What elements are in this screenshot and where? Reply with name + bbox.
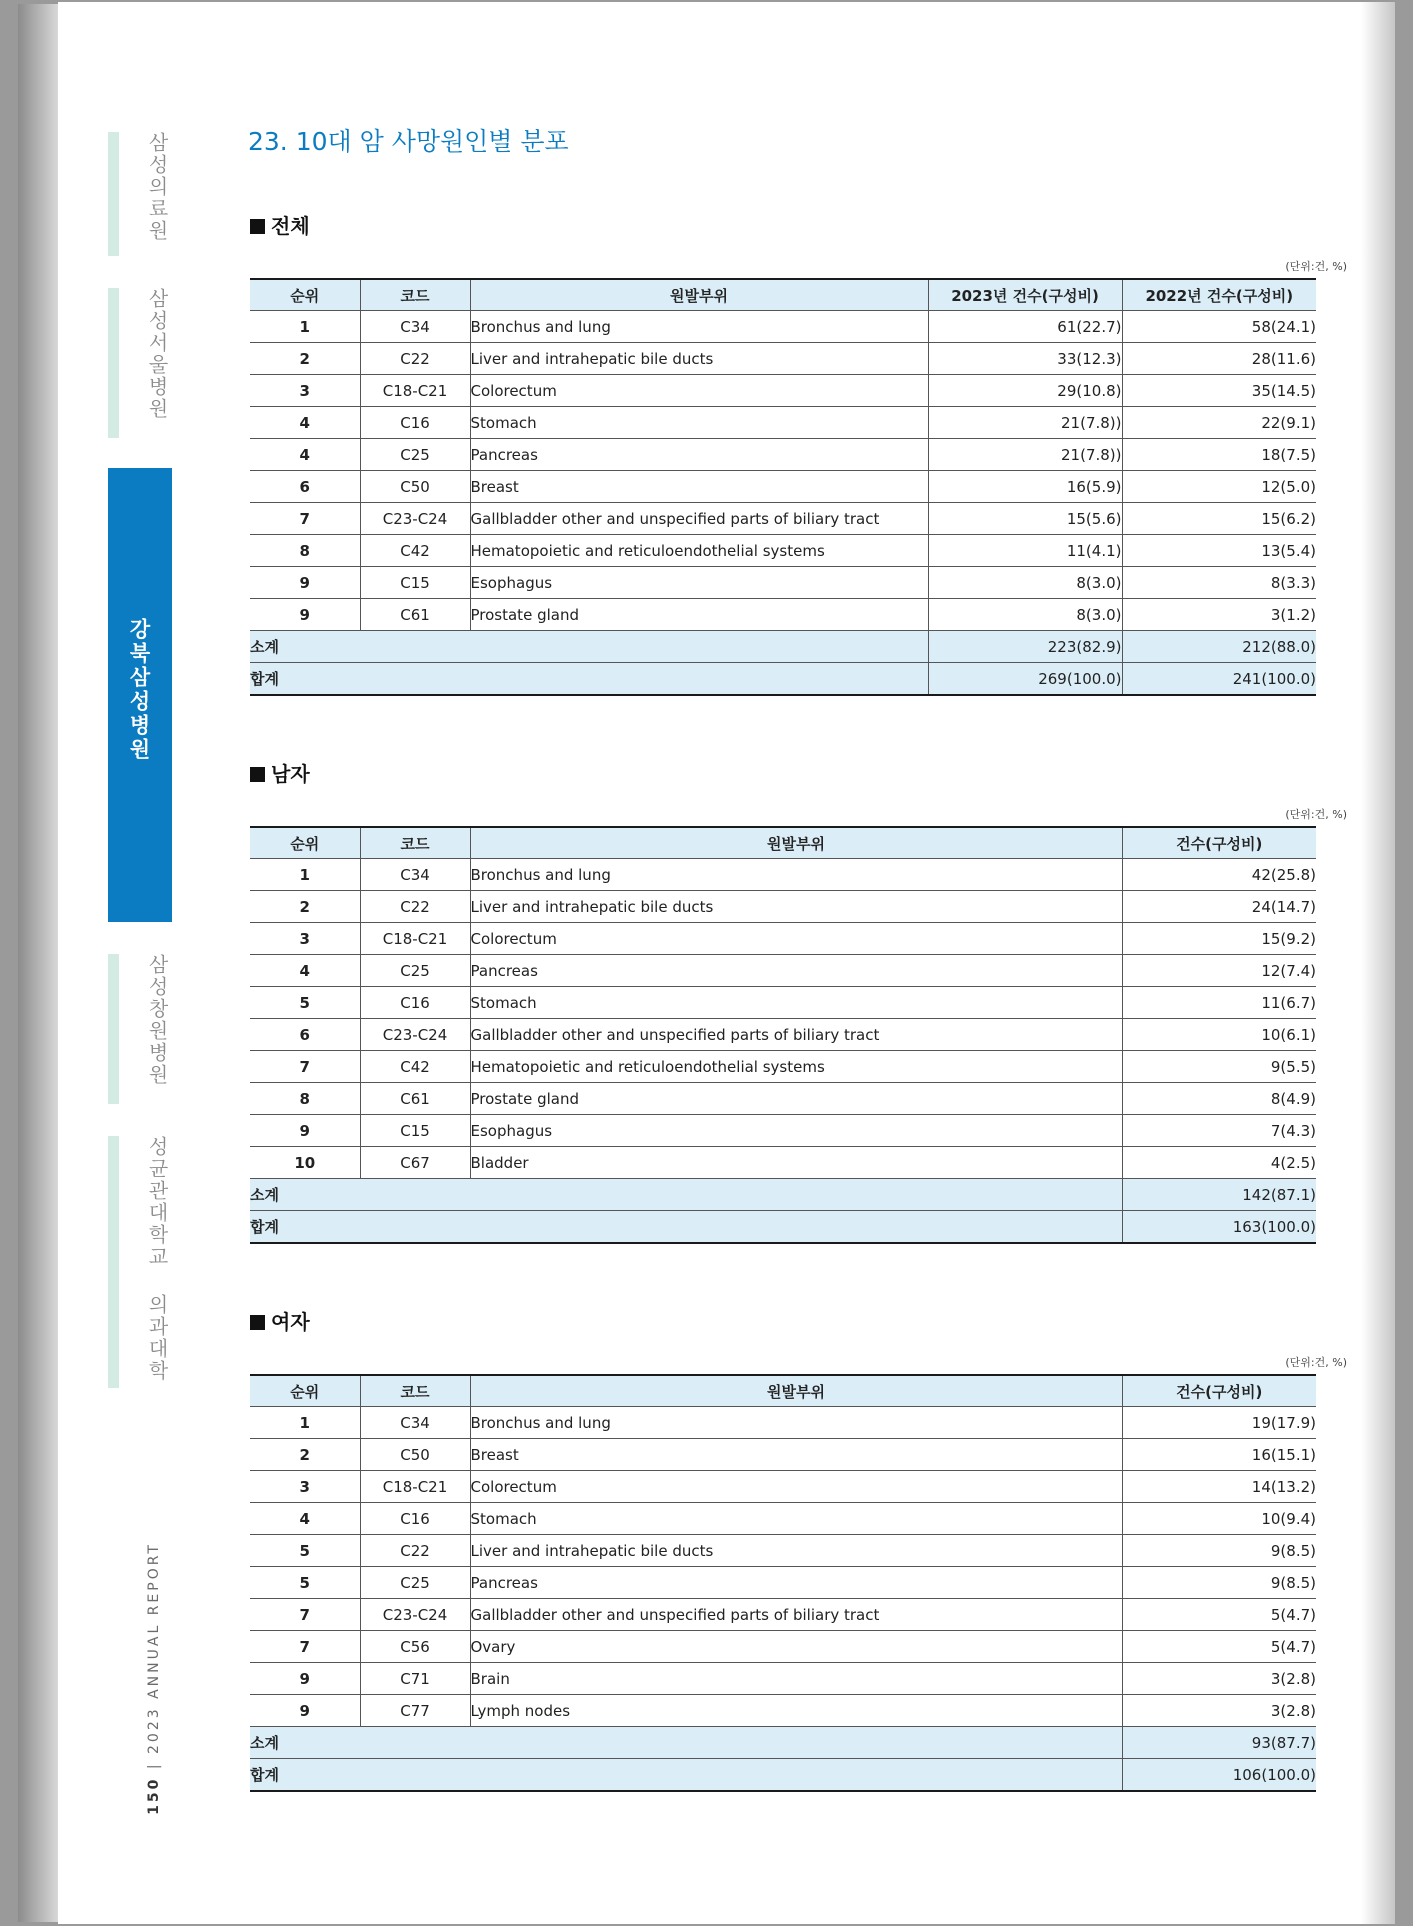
count-cell: 15(5.6) — [928, 503, 1122, 535]
rank-cell: 9 — [250, 599, 360, 631]
count-2022-cell: 22(9.1) — [1122, 407, 1316, 439]
col-rank: 순위 — [250, 827, 360, 859]
site-cell: Breast — [470, 471, 928, 503]
table-row — [250, 1407, 1316, 1439]
page-edge — [18, 4, 58, 1922]
site-cell: Brain — [470, 1663, 1122, 1695]
code-cell: C25 — [360, 955, 470, 987]
site-cell: Stomach — [470, 987, 1122, 1019]
rank-cell: 1 — [250, 1407, 360, 1439]
section-heading-female: 여자 — [250, 1306, 310, 1335]
code-cell: C16 — [360, 407, 470, 439]
total-row — [250, 1759, 1316, 1792]
rank-cell: 5 — [250, 987, 360, 1019]
table-male — [250, 826, 1316, 1244]
total-label: 합계 — [250, 1211, 1122, 1244]
rank-cell: 9 — [250, 1663, 360, 1695]
table-row — [250, 599, 1316, 631]
site-cell: Prostate gland — [470, 1083, 1122, 1115]
table-row — [250, 1567, 1316, 1599]
side-bar-marker — [108, 954, 119, 1104]
table-female — [250, 1374, 1316, 1792]
rank-cell: 4 — [250, 955, 360, 987]
table-row — [250, 1503, 1316, 1535]
count-cell: 29(10.8) — [928, 375, 1122, 407]
count-2022-cell: 12(5.0) — [1122, 471, 1316, 503]
table-row — [250, 1695, 1316, 1727]
code-cell: C71 — [360, 1663, 470, 1695]
col-site: 원발부위 — [470, 1375, 1122, 1407]
side-nav-item-skku-medicine[interactable]: 성균관대학교 의과대학 — [145, 1136, 169, 1382]
site-cell: Liver and intrahepatic bile ducts — [470, 891, 1122, 923]
section-heading-total: 전체 — [250, 210, 310, 239]
code-cell: C23-C24 — [360, 503, 470, 535]
side-bar-marker — [108, 288, 119, 438]
subtotal-row — [250, 1727, 1316, 1759]
count-cell: 9(8.5) — [1122, 1567, 1316, 1599]
rank-cell: 5 — [250, 1535, 360, 1567]
rank-cell: 9 — [250, 1695, 360, 1727]
count-cell: 42(25.8) — [1122, 859, 1316, 891]
code-cell: C23-C24 — [360, 1019, 470, 1051]
col-2022: 2022년 건수(구성비) — [1122, 279, 1316, 311]
rank-cell: 5 — [250, 1567, 360, 1599]
count-cell: 3(2.8) — [1122, 1663, 1316, 1695]
site-cell: Gallbladder other and unspecified parts of biliary tract — [470, 1019, 1122, 1051]
table-row — [250, 439, 1316, 471]
table-row — [250, 1663, 1316, 1695]
count-2022-cell: 15(6.2) — [1122, 503, 1316, 535]
code-cell: C18-C21 — [360, 1471, 470, 1503]
rank-cell: 4 — [250, 439, 360, 471]
count-2022-cell: 18(7.5) — [1122, 439, 1316, 471]
table-row — [250, 891, 1316, 923]
table-header-row — [250, 827, 1316, 859]
rank-cell: 1 — [250, 859, 360, 891]
code-cell: C34 — [360, 1407, 470, 1439]
rank-cell: 2 — [250, 891, 360, 923]
site-cell: Breast — [470, 1439, 1122, 1471]
subtotal-value: 223(82.9) — [928, 631, 1122, 663]
table-row — [250, 1115, 1316, 1147]
site-cell: Colorectum — [470, 923, 1122, 955]
section-heading-male: 남자 — [250, 758, 310, 787]
count-cell: 8(3.0) — [928, 567, 1122, 599]
count-cell: 61(22.7) — [928, 311, 1122, 343]
table-row — [250, 503, 1316, 535]
site-cell: Colorectum — [470, 375, 928, 407]
rank-cell: 7 — [250, 1631, 360, 1663]
code-cell: C34 — [360, 311, 470, 343]
rank-cell: 3 — [250, 923, 360, 955]
table-row — [250, 567, 1316, 599]
code-cell: C15 — [360, 567, 470, 599]
count-cell: 21(7.8)) — [928, 439, 1122, 471]
site-cell: Pancreas — [470, 1567, 1122, 1599]
footer-separator: | — [146, 1761, 162, 1770]
rank-cell: 8 — [250, 535, 360, 567]
table-row — [250, 535, 1316, 567]
unit-note: (단위:건, %) — [1285, 1356, 1347, 1369]
count-cell: 12(7.4) — [1122, 955, 1316, 987]
square-bullet-icon — [250, 767, 265, 782]
table-row — [250, 471, 1316, 503]
count-cell: 33(12.3) — [928, 343, 1122, 375]
side-bar-marker — [108, 1136, 119, 1388]
code-cell: C15 — [360, 1115, 470, 1147]
count-cell: 24(14.7) — [1122, 891, 1316, 923]
subtotal-row — [250, 631, 1316, 663]
page-shadow — [1361, 2, 1395, 1924]
count-cell: 21(7.8)) — [928, 407, 1122, 439]
table-header-row — [250, 1375, 1316, 1407]
side-nav-item-seoul[interactable]: 삼성서울병원 — [145, 288, 169, 420]
site-cell: Bladder — [470, 1147, 1122, 1179]
code-cell: C61 — [360, 599, 470, 631]
count-2022-cell: 8(3.3) — [1122, 567, 1316, 599]
col-rank: 순위 — [250, 1375, 360, 1407]
site-cell: Gallbladder other and unspecified parts of biliary tract — [470, 503, 928, 535]
table-total — [250, 278, 1316, 696]
table-row — [250, 311, 1316, 343]
rank-cell: 7 — [250, 1599, 360, 1631]
rank-cell: 8 — [250, 1083, 360, 1115]
count-2022-cell: 13(5.4) — [1122, 535, 1316, 567]
site-cell: Bronchus and lung — [470, 311, 928, 343]
code-cell: C42 — [360, 1051, 470, 1083]
count-cell: 16(15.1) — [1122, 1439, 1316, 1471]
rank-cell: 9 — [250, 1115, 360, 1147]
code-cell: C22 — [360, 343, 470, 375]
table-row — [250, 1599, 1316, 1631]
site-cell: Liver and intrahepatic bile ducts — [470, 1535, 1122, 1567]
table-row — [250, 1019, 1316, 1051]
count-2022-cell: 28(11.6) — [1122, 343, 1316, 375]
col-2023: 2023년 건수(구성비) — [928, 279, 1122, 311]
side-nav-item-changwon[interactable]: 삼성창원병원 — [145, 954, 169, 1086]
total-value: 241(100.0) — [1122, 663, 1316, 696]
total-label: 합계 — [250, 1759, 1122, 1792]
table-row — [250, 407, 1316, 439]
col-site: 원발부위 — [470, 827, 1122, 859]
site-cell: Liver and intrahepatic bile ducts — [470, 343, 928, 375]
subtotal-label: 소계 — [250, 631, 928, 663]
site-cell: Pancreas — [470, 955, 1122, 987]
subtotal-row — [250, 1179, 1316, 1211]
code-cell: C34 — [360, 859, 470, 891]
count-cell: 9(5.5) — [1122, 1051, 1316, 1083]
code-cell: C42 — [360, 535, 470, 567]
page-title: 23. 10대 암 사망원인별 분포 — [248, 127, 569, 156]
unit-note: (단위:건, %) — [1285, 260, 1347, 273]
site-cell: Colorectum — [470, 1471, 1122, 1503]
side-bar-marker — [108, 132, 119, 256]
site-cell: Prostate gland — [470, 599, 928, 631]
rank-cell: 4 — [250, 407, 360, 439]
subtotal-label: 소계 — [250, 1727, 1122, 1759]
count-cell: 4(2.5) — [1122, 1147, 1316, 1179]
total-value: 106(100.0) — [1122, 1759, 1316, 1792]
table-row — [250, 859, 1316, 891]
code-cell: C22 — [360, 891, 470, 923]
code-cell: C50 — [360, 471, 470, 503]
site-cell: Bronchus and lung — [470, 1407, 1122, 1439]
rank-cell: 2 — [250, 343, 360, 375]
count-cell: 3(2.8) — [1122, 1695, 1316, 1727]
site-cell: Stomach — [470, 407, 928, 439]
page-footer — [146, 1542, 162, 1815]
table-row — [250, 343, 1316, 375]
rank-cell: 10 — [250, 1147, 360, 1179]
page-number: 150 — [146, 1776, 162, 1815]
rank-cell: 3 — [250, 375, 360, 407]
square-bullet-icon — [250, 1315, 265, 1330]
count-cell: 7(4.3) — [1122, 1115, 1316, 1147]
subtotal-value: 142(87.1) — [1122, 1179, 1316, 1211]
rank-cell: 3 — [250, 1471, 360, 1503]
count-cell: 11(6.7) — [1122, 987, 1316, 1019]
count-cell: 9(8.5) — [1122, 1535, 1316, 1567]
code-cell: C25 — [360, 1567, 470, 1599]
total-value: 163(100.0) — [1122, 1211, 1316, 1244]
table-row — [250, 1083, 1316, 1115]
site-cell: Ovary — [470, 1631, 1122, 1663]
rank-cell: 6 — [250, 1019, 360, 1051]
count-cell: 10(9.4) — [1122, 1503, 1316, 1535]
count-2022-cell: 58(24.1) — [1122, 311, 1316, 343]
total-row — [250, 663, 1316, 696]
table-row — [250, 1631, 1316, 1663]
count-cell: 8(3.0) — [928, 599, 1122, 631]
rank-cell: 1 — [250, 311, 360, 343]
count-cell: 15(9.2) — [1122, 923, 1316, 955]
total-row — [250, 1211, 1316, 1244]
code-cell: C50 — [360, 1439, 470, 1471]
table-row — [250, 1051, 1316, 1083]
table-header-row — [250, 279, 1316, 311]
side-nav-item-kangbuk[interactable]: 강북삼성병원 — [127, 618, 151, 762]
count-cell: 10(6.1) — [1122, 1019, 1316, 1051]
table-row — [250, 955, 1316, 987]
table-row — [250, 987, 1316, 1019]
site-cell: Gallbladder other and unspecified parts of biliary tract — [470, 1599, 1122, 1631]
code-cell: C67 — [360, 1147, 470, 1179]
count-cell: 19(17.9) — [1122, 1407, 1316, 1439]
site-cell: Pancreas — [470, 439, 928, 471]
site-cell: Stomach — [470, 1503, 1122, 1535]
site-cell: Esophagus — [470, 1115, 1122, 1147]
square-bullet-icon — [250, 219, 265, 234]
code-cell: C22 — [360, 1535, 470, 1567]
count-cell: 11(4.1) — [928, 535, 1122, 567]
col-code: 코드 — [360, 1375, 470, 1407]
subtotal-value: 93(87.7) — [1122, 1727, 1316, 1759]
code-cell: C18-C21 — [360, 375, 470, 407]
count-2022-cell: 3(1.2) — [1122, 599, 1316, 631]
code-cell: C16 — [360, 1503, 470, 1535]
code-cell: C16 — [360, 987, 470, 1019]
table-row — [250, 1439, 1316, 1471]
table-row — [250, 1471, 1316, 1503]
rank-cell: 9 — [250, 567, 360, 599]
total-value: 269(100.0) — [928, 663, 1122, 696]
code-cell: C56 — [360, 1631, 470, 1663]
report-name: 2023 ANNUAL REPORT — [146, 1542, 162, 1754]
col-site: 원발부위 — [470, 279, 928, 311]
total-label: 합계 — [250, 663, 928, 696]
site-cell: Bronchus and lung — [470, 859, 1122, 891]
subtotal-value: 212(88.0) — [1122, 631, 1316, 663]
col-rank: 순위 — [250, 279, 360, 311]
table-row — [250, 923, 1316, 955]
rank-cell: 7 — [250, 1051, 360, 1083]
count-cell: 8(4.9) — [1122, 1083, 1316, 1115]
code-cell: C77 — [360, 1695, 470, 1727]
document-page — [58, 2, 1395, 1924]
side-nav-item-samsung-medical[interactable]: 삼성의료원 — [145, 132, 169, 242]
rank-cell: 7 — [250, 503, 360, 535]
code-cell: C18-C21 — [360, 923, 470, 955]
count-cell: 5(4.7) — [1122, 1599, 1316, 1631]
col-code: 코드 — [360, 279, 470, 311]
count-cell: 5(4.7) — [1122, 1631, 1316, 1663]
count-cell: 14(13.2) — [1122, 1471, 1316, 1503]
site-cell: Esophagus — [470, 567, 928, 599]
rank-cell: 2 — [250, 1439, 360, 1471]
rank-cell: 6 — [250, 471, 360, 503]
col-code: 코드 — [360, 827, 470, 859]
col-count: 건수(구성비) — [1122, 1375, 1316, 1407]
code-cell: C23-C24 — [360, 1599, 470, 1631]
count-2022-cell: 35(14.5) — [1122, 375, 1316, 407]
code-cell: C25 — [360, 439, 470, 471]
table-row — [250, 1147, 1316, 1179]
site-cell: Hematopoietic and reticuloendothelial systems — [470, 1051, 1122, 1083]
rank-cell: 4 — [250, 1503, 360, 1535]
col-count: 건수(구성비) — [1122, 827, 1316, 859]
site-cell: Lymph nodes — [470, 1695, 1122, 1727]
unit-note: (단위:건, %) — [1285, 808, 1347, 821]
count-cell: 16(5.9) — [928, 471, 1122, 503]
table-row — [250, 1535, 1316, 1567]
table-row — [250, 375, 1316, 407]
site-cell: Hematopoietic and reticuloendothelial systems — [470, 535, 928, 567]
code-cell: C61 — [360, 1083, 470, 1115]
subtotal-label: 소계 — [250, 1179, 1122, 1211]
